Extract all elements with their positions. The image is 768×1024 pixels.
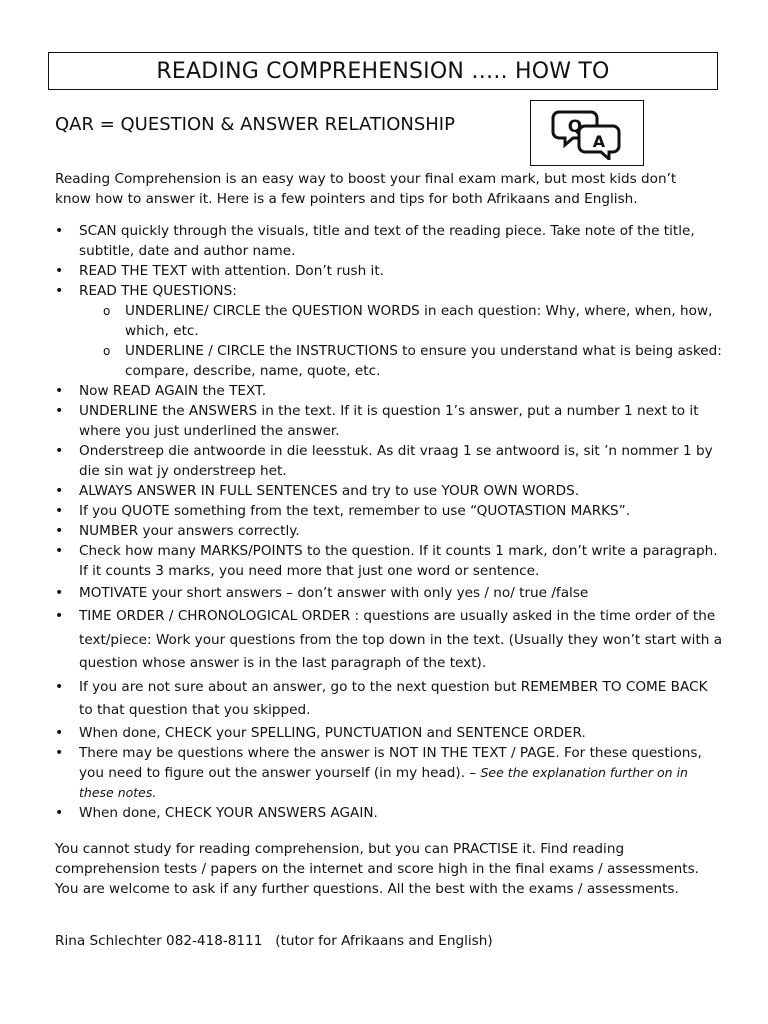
list-item: • READ THE TEXT with attention. Don’t rush it. — [55, 261, 725, 281]
list-item-text: There may be questions where the answer is NOT IN THE TEXT / PAGE. For these questions, you need to figure out the answer yourself (in my head). – — [79, 744, 702, 781]
sub-list-item: o UNDERLINE/ CIRCLE the QUESTION WORDS in each question: Why, where, when, how, which, etc. — [79, 301, 725, 341]
list-item: • SCAN quickly through the visuals, title and text of the reading piece. Take note of the title, subtitle, date and author name. — [55, 221, 725, 261]
list-item — [55, 281, 725, 381]
list-item: • NUMBER your answers correctly. — [55, 521, 725, 541]
intro-paragraph: Reading Comprehension is an easy way to boost your final exam mark, but most kids don’t know how to answer it. Here is a few pointers and tips for both Afrikaans and English. — [55, 171, 677, 207]
page-title-box — [48, 52, 718, 90]
list-item: • TIME ORDER / CHRONOLOGICAL ORDER : questions are usually asked in the time order of the text/piece: Work your questions from the top down in the text. (Usually they won’t start with a question whose answer is in the last paragraph of the text). — [55, 605, 725, 676]
tips-list — [55, 221, 725, 823]
section-subtitle: QAR = QUESTION & ANSWER RELATIONSHIP — [55, 114, 455, 135]
list-item: • Check how many MARKS/POINTS to the question. If it counts 1 mark, don’t write a paragraph. If it counts 3 marks, you need more that just one word or sentence. — [55, 541, 725, 581]
list-item — [55, 743, 725, 803]
italic-note: See the explanation further on in these notes. — [79, 764, 688, 800]
qa-icon-letter-q: Q — [567, 117, 583, 137]
list-item: • Onderstreep die antwoorde in die leesstuk. As dit vraag 1 se antwoord is, sit ’n nommer 1 by die sin wat jy onderstreep het. — [55, 441, 725, 481]
author-signature: Rina Schlechter 082-418-8111 (tutor for Afrikaans and English) — [55, 933, 493, 949]
list-item: • If you QUOTE something from the text, remember to use “QUOTASTION MARKS”. — [55, 501, 725, 521]
list-item: • When done, CHECK your SPELLING, PUNCTUATION and SENTENCE ORDER. — [55, 723, 725, 743]
page-title: READING COMPREHENSION ….. HOW TO — [156, 58, 610, 84]
list-item: • ALWAYS ANSWER IN FULL SENTENCES and try to use YOUR OWN WORDS. — [55, 481, 725, 501]
list-item-label: READ THE QUESTIONS: — [79, 283, 237, 299]
list-item: • UNDERLINE the ANSWERS in the text. If it is question 1’s answer, put a number 1 next to it where you just underlined the answer. — [55, 401, 725, 441]
list-item: • Now READ AGAIN the TEXT. — [55, 381, 725, 401]
qa-icon-box — [530, 100, 644, 166]
qa-icon-letter-a: A — [592, 132, 606, 151]
list-item: • If you are not sure about an answer, go to the next question but REMEMBER TO COME BACK to that question that you skipped. — [55, 676, 725, 723]
closing-paragraph: You cannot study for reading comprehension, but you can PRACTISE it. Find reading comprehension tests / papers on the internet and score high in the final exams / assessments. You are welcome to ask if any further questions. All the best with the exams / assessments. — [55, 841, 699, 897]
list-item: • MOTIVATE your short answers – don’t answer with only yes / no/ true /false — [55, 583, 725, 603]
sub-list — [79, 301, 725, 381]
qa-speech-bubbles-icon — [551, 106, 623, 160]
list-item: • When done, CHECK YOUR ANSWERS AGAIN. — [55, 803, 725, 823]
sub-list-item: o UNDERLINE / CIRCLE the INSTRUCTIONS to ensure you understand what is being asked: compare, describe, name, quote, etc. — [79, 341, 725, 381]
